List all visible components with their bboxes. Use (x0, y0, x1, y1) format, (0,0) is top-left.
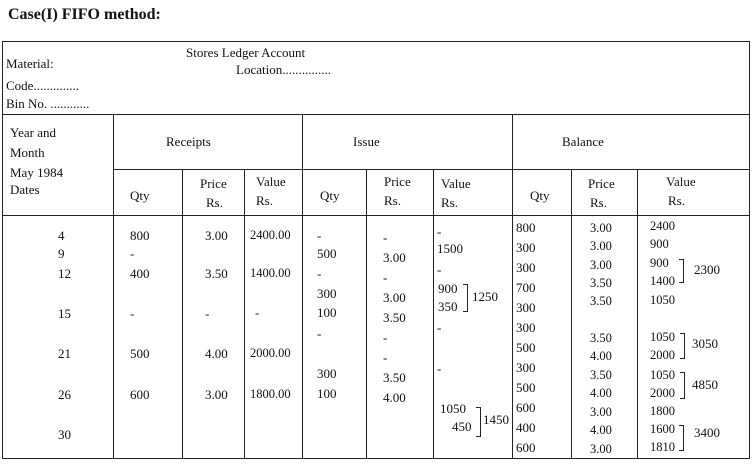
receipts-price-cell: 3.00 (205, 387, 228, 402)
issue-price-cell: 3.50 (383, 370, 406, 385)
balance-qty-cell: 300 (516, 360, 536, 375)
balance-value-unit: Rs. (668, 193, 685, 208)
balance-price-cell: 3.50 (590, 294, 612, 308)
col-divider (571, 169, 572, 459)
balance-value-total: 3050 (692, 336, 718, 351)
date-cell: 12 (58, 266, 71, 281)
receipts-qty-cell: 600 (130, 387, 150, 402)
balance-value-total: 3400 (694, 425, 720, 440)
receipts-qty-header: Qty (130, 188, 150, 203)
ledger-title: Stores Ledger Account (186, 45, 306, 60)
balance-qty-cell: 300 (516, 300, 536, 315)
issue-price-cell: - (383, 270, 388, 285)
receipts-value-cell: 1800.00 (250, 387, 291, 401)
issue-qty-cell: 100 (317, 305, 337, 320)
date-cell: 15 (58, 306, 71, 321)
issue-value-unit: Rs. (441, 195, 458, 210)
date-cell: 9 (58, 246, 65, 261)
balance-price-cell: 4.00 (590, 423, 612, 437)
issue-value-cell: - (437, 224, 442, 239)
balance-value-cell: 2400 (650, 219, 675, 233)
bin-field: Bin No. ............ (6, 96, 90, 111)
issue-price-cell: 4.00 (383, 390, 406, 405)
issue-value-bracket (476, 407, 481, 437)
balance-price-cell: 3.00 (590, 405, 612, 419)
issue-value-total: 1450 (483, 412, 509, 427)
balance-price-cell: 4.00 (590, 349, 612, 363)
balance-value-cell: 900 (650, 237, 669, 251)
issue-value-cell: - (437, 361, 442, 376)
code-field: Code.............. (6, 78, 79, 93)
issue-value-cell: - (437, 320, 442, 335)
issue-price-unit: Rs. (384, 193, 401, 208)
issue-qty-header: Qty (320, 188, 340, 203)
balance-value-cell: 900 (650, 256, 669, 270)
issue-price-cell: 3.00 (383, 290, 406, 305)
balance-value-cell: 1050 (650, 330, 675, 344)
receipts-value-unit: Rs. (256, 193, 273, 208)
receipts-value-cell: 2000.00 (250, 346, 291, 360)
issue-price-cell: 3.00 (383, 250, 406, 265)
issue-qty-cell: 300 (317, 366, 337, 381)
issue-value-cell: 900 (438, 281, 458, 296)
receipts-value-cell: - (255, 306, 260, 320)
balance-value-header: Value (666, 174, 696, 189)
issue-value-cell: 350 (438, 299, 458, 314)
receipts-value-cell: 2400.00 (250, 228, 291, 242)
date-cell: 30 (58, 427, 71, 442)
page-heading: Case(I) FIFO method: (8, 6, 161, 23)
receipts-price-cell: - (205, 306, 210, 321)
balance-price-cell: 4.00 (590, 386, 612, 400)
balance-value-cell: 2000 (650, 386, 675, 400)
balance-value-bracket (679, 425, 684, 451)
col-divider (182, 169, 183, 459)
issue-qty-cell: - (317, 326, 322, 341)
issue-value-total: 1250 (472, 289, 498, 304)
issue-price-cell: - (383, 350, 388, 365)
balance-price-header: Price (588, 176, 615, 191)
issue-value-bracket (463, 284, 468, 312)
date-cell: 26 (58, 387, 71, 402)
date-header-line4: Dates (10, 182, 40, 197)
date-cell: 4 (58, 228, 65, 243)
balance-value-cell: 1800 (650, 404, 675, 418)
balance-value-bracket (679, 259, 684, 283)
balance-qty-cell: 500 (516, 380, 536, 395)
issue-value-cell: 450 (452, 419, 472, 434)
balance-value-total: 4850 (692, 377, 718, 392)
balance-price-cell: 3.00 (590, 442, 612, 456)
balance-value-total: 2300 (694, 262, 720, 277)
issue-qty-cell: - (317, 228, 322, 243)
receipts-qty-cell: 500 (130, 346, 150, 361)
issue-qty-cell: 300 (317, 286, 337, 301)
receipts-value-header: Value (256, 174, 286, 189)
header-divider (2, 114, 750, 115)
receipts-header: Receipts (166, 134, 211, 149)
col-divider (366, 169, 367, 459)
receipts-value-cell: 1400.00 (250, 266, 291, 280)
issue-qty-cell: 500 (317, 246, 337, 261)
issue-header: Issue (353, 134, 380, 149)
balance-value-cell: 1050 (650, 368, 675, 382)
balance-qty-cell: 300 (516, 320, 536, 335)
balance-qty-cell: 800 (516, 220, 536, 235)
issue-qty-cell: - (317, 266, 322, 281)
balance-price-cell: 3.50 (590, 276, 612, 290)
balance-value-cell: 1810 (650, 440, 675, 454)
balance-value-cell: 1600 (650, 422, 675, 436)
issue-value-cell: 1500 (437, 241, 463, 256)
balance-price-cell: 3.50 (590, 368, 612, 382)
col-divider (512, 114, 513, 459)
receipts-price-unit: Rs. (206, 195, 223, 210)
col-divider (433, 169, 434, 459)
balance-qty-cell: 600 (516, 400, 536, 415)
col-divider (637, 169, 638, 459)
receipts-price-cell: 3.00 (205, 228, 228, 243)
issue-value-cell: 1050 (440, 401, 466, 416)
issue-price-cell: 3.50 (383, 310, 406, 325)
balance-price-cell: 3.00 (590, 239, 612, 253)
balance-price-cell: 3.50 (590, 331, 612, 345)
balance-qty-header: Qty (530, 188, 550, 203)
receipts-qty-cell: - (130, 306, 135, 321)
issue-value-cell: - (437, 262, 442, 277)
balance-price-unit: Rs. (590, 195, 607, 210)
issue-qty-cell: 100 (317, 386, 337, 401)
balance-value-bracket (680, 333, 685, 359)
group-divider (113, 169, 750, 170)
receipts-qty-cell: - (130, 246, 135, 261)
balance-header: Balance (562, 134, 604, 149)
receipts-price-cell: 4.00 (205, 346, 228, 361)
receipts-qty-cell: 800 (130, 228, 150, 243)
balance-qty-cell: 600 (516, 440, 536, 455)
date-cell: 21 (58, 346, 71, 361)
issue-price-header: Price (384, 174, 411, 189)
col-divider (302, 114, 303, 459)
balance-qty-cell: 300 (516, 260, 536, 275)
receipts-price-cell: 3.50 (205, 266, 228, 281)
date-header-line2: Month (10, 145, 45, 160)
balance-qty-cell: 700 (516, 280, 536, 295)
receipts-qty-cell: 400 (130, 266, 150, 281)
balance-qty-cell: 500 (516, 340, 536, 355)
balance-value-bracket (680, 372, 685, 399)
col-divider (244, 169, 245, 459)
location-field: Location............... (236, 62, 331, 77)
issue-value-header: Value (441, 176, 471, 191)
date-header-line1: Year and (10, 125, 56, 140)
balance-value-cell: 1400 (650, 274, 675, 288)
balance-price-cell: 3.00 (590, 221, 612, 235)
date-header-line3: May 1984 (10, 165, 64, 180)
issue-price-cell: - (383, 330, 388, 345)
balance-value-cell: 1050 (650, 293, 675, 307)
receipts-price-header: Price (200, 176, 227, 191)
col-divider (113, 114, 114, 459)
issue-price-cell: - (383, 230, 388, 245)
balance-qty-cell: 400 (516, 420, 536, 435)
material-field: Material: (6, 56, 54, 71)
balance-price-cell: 3.00 (590, 258, 612, 272)
balance-value-cell: 2000 (650, 348, 675, 362)
balance-qty-cell: 300 (516, 240, 536, 255)
